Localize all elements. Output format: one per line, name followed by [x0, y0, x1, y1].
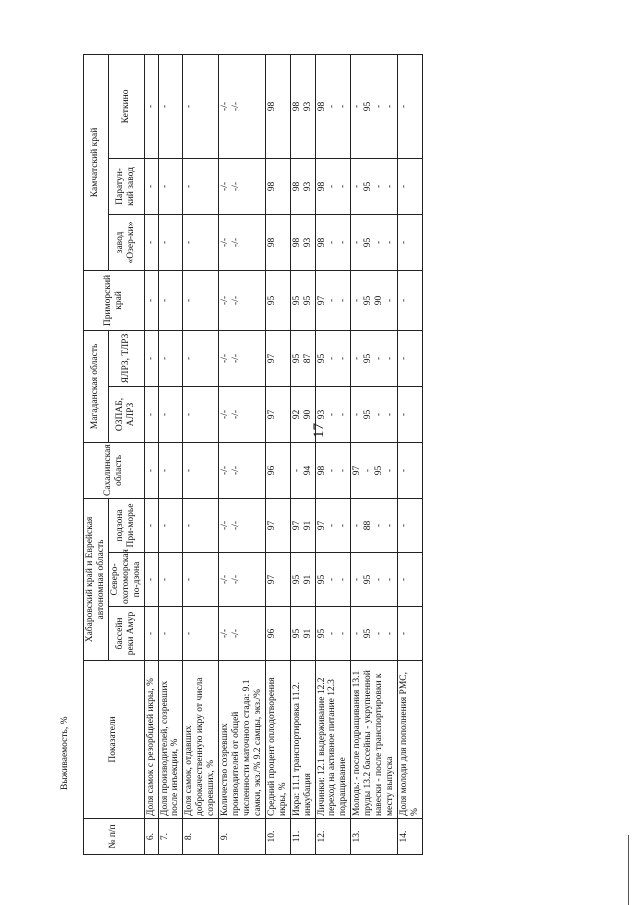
row-value-cell: -: [183, 158, 219, 214]
row-number: 11.: [290, 819, 315, 855]
row-value-cell: 97 - -: [315, 498, 351, 552]
row-value-cell: 95 - -: [315, 607, 351, 661]
row-value-cell: 97 91: [290, 498, 315, 552]
header-num: № п/п: [84, 819, 145, 855]
rotated-table-container: [83, 55, 578, 855]
row-value-cell: -: [397, 270, 422, 330]
row-value-cell: 98: [265, 54, 290, 158]
row-value-cell: -: [397, 607, 422, 661]
row-value-cell: 98 93: [290, 214, 315, 270]
row-value-cell: - 95 90 -: [351, 270, 398, 330]
subheader-amur: бассейн реки Амур: [108, 607, 144, 661]
row-label: Средний процент оплодотворения икры, %: [265, 661, 290, 819]
row-value-cell: - 95 - -: [351, 54, 398, 158]
table-row: [183, 54, 219, 854]
page-number: 17: [311, 423, 327, 438]
row-value-cell: -/- -/-: [219, 330, 266, 386]
table-row: [315, 54, 351, 854]
row-number: 14.: [397, 819, 422, 855]
row-label: Личинки: 12.1 выдерживание 12.2 переход на активное питание 12.3 подращивание: [315, 661, 351, 819]
row-label: Количество созревших производителей от общей численности маточного стада: 9.1 самки, экз./% 9.2 самцы, экз./%: [219, 661, 266, 819]
row-value-cell: -: [158, 54, 183, 158]
row-value-cell: 95: [265, 270, 290, 330]
row-value-cell: 97: [265, 330, 290, 386]
row-value-cell: -: [144, 158, 158, 214]
header-group-sakhalin: Сахалинская область: [84, 442, 145, 498]
row-value-cell: - 95 - -: [351, 553, 398, 607]
margin-line: [628, 835, 629, 905]
row-number: 13.: [351, 819, 398, 855]
row-value-cell: -: [397, 386, 422, 442]
row-label: Доля самок с резорбцией икры, %: [144, 661, 158, 819]
row-value-cell: -/- -/-: [219, 386, 266, 442]
row-number: 12.: [315, 819, 351, 855]
row-value-cell: -: [158, 553, 183, 607]
row-value-cell: 96: [265, 442, 290, 498]
table-body: [144, 54, 422, 854]
row-value-cell: -: [397, 553, 422, 607]
subheader-ylrz: ЯЛРЗ, ТЛРЗ: [108, 330, 144, 386]
row-label: Доля самок, отдавших доброкачественную икру от числа созревших, %: [183, 661, 219, 819]
row-value-cell: -: [158, 498, 183, 552]
row-label: Молодь: - после подращивания 13.1 пруды 13.2 бассейны - укрупненной навески - после транспортировки к месту выпуска: [351, 661, 398, 819]
row-label: Доля производителей, созревших после инъекции, %: [158, 661, 183, 819]
row-value-cell: -: [144, 214, 158, 270]
row-value-cell: 92 90: [290, 386, 315, 442]
header-group-khabarovsk: Хабаровский край и Еврейская автономная область: [84, 498, 109, 660]
row-value-cell: -: [183, 270, 219, 330]
row-value-cell: 98: [265, 158, 290, 214]
row-value-cell: - 95 - -: [351, 607, 398, 661]
table-row: [158, 54, 183, 854]
row-value-cell: -: [397, 54, 422, 158]
row-value-cell: 95 - -: [315, 330, 351, 386]
row-number: 10.: [265, 819, 290, 855]
hatchery-indicators-table: [83, 54, 423, 855]
table-row: [397, 54, 422, 854]
row-value-cell: - 95 - -: [351, 330, 398, 386]
row-value-cell: -: [397, 442, 422, 498]
header-indicator: Показатели: [84, 661, 145, 819]
row-value-cell: -: [397, 330, 422, 386]
row-value-cell: -: [158, 270, 183, 330]
row-value-cell: -: [144, 330, 158, 386]
row-number: 9.: [219, 819, 266, 855]
row-value-cell: -: [397, 214, 422, 270]
row-value-cell: 98 - -: [315, 54, 351, 158]
row-value-cell: -/- -/-: [219, 54, 266, 158]
row-value-cell: 98 - -: [315, 158, 351, 214]
row-value-cell: 97: [265, 498, 290, 552]
row-value-cell: -: [158, 330, 183, 386]
row-value-cell: - 95 - -: [351, 214, 398, 270]
row-number: 6.: [144, 819, 158, 855]
row-value-cell: -/- -/-: [219, 498, 266, 552]
row-value-cell: - 95 - -: [351, 386, 398, 442]
table-row: [351, 54, 398, 854]
header-group-kamchatka: Камчатский край: [84, 54, 109, 270]
row-value-cell: 95 91: [290, 553, 315, 607]
row-value-cell: -/- -/-: [219, 270, 266, 330]
row-value-cell: 97: [265, 386, 290, 442]
row-value-cell: -/- -/-: [219, 158, 266, 214]
side-note-survival: Выживаемость, %: [60, 716, 70, 790]
row-value-cell: - 88 - -: [351, 498, 398, 552]
row-number: 8.: [183, 819, 219, 855]
row-value-cell: -/- -/-: [219, 442, 266, 498]
row-value-cell: 97 - -: [315, 270, 351, 330]
row-value-cell: -: [158, 158, 183, 214]
row-value-cell: -: [183, 386, 219, 442]
row-value-cell: -: [144, 607, 158, 661]
row-value-cell: 96: [265, 607, 290, 661]
row-value-cell: -: [144, 553, 158, 607]
row-value-cell: -/- -/-: [219, 607, 266, 661]
row-label: Доля молоди для пополнения РМС, %: [397, 661, 422, 819]
row-value-cell: 95 91: [290, 607, 315, 661]
row-value-cell: -: [144, 498, 158, 552]
table-row: [290, 54, 315, 854]
row-value-cell: 98 93: [290, 158, 315, 214]
row-value-cell: 97 - 95 -: [351, 442, 398, 498]
row-value-cell: -: [144, 54, 158, 158]
row-value-cell: -: [183, 330, 219, 386]
row-value-cell: -: [183, 607, 219, 661]
row-value-cell: 98 93: [290, 54, 315, 158]
row-value-cell: 95 95: [290, 270, 315, 330]
row-value-cell: -: [183, 442, 219, 498]
row-value-cell: -: [158, 214, 183, 270]
row-value-cell: -: [144, 270, 158, 330]
row-number: 7.: [158, 819, 183, 855]
row-value-cell: -: [183, 498, 219, 552]
header-group-primorye: Приморский край: [84, 270, 145, 330]
row-value-cell: 95 87: [290, 330, 315, 386]
row-value-cell: -: [158, 386, 183, 442]
subheader-ozerki: завод «Озер-ки»: [108, 214, 144, 270]
row-value-cell: -: [183, 214, 219, 270]
row-value-cell: -: [183, 54, 219, 158]
row-value-cell: -: [144, 442, 158, 498]
row-value-cell: -: [144, 386, 158, 442]
row-value-cell: 98 - -: [315, 442, 351, 498]
row-value-cell: - 95 - -: [351, 158, 398, 214]
row-value-cell: -: [397, 498, 422, 552]
row-value-cell: -: [158, 442, 183, 498]
row-value-cell: 97: [265, 553, 290, 607]
subheader-primorye-subzone: подзона При-морье: [108, 498, 144, 552]
row-value-cell: 98 - -: [315, 214, 351, 270]
subheader-ozpab: ОЗПАБ, АЛРЗ: [108, 386, 144, 442]
header-group-magadan: Магаданская область: [84, 330, 109, 442]
table-row: [144, 54, 158, 854]
subheader-ketkino: Кеткино: [108, 54, 144, 158]
row-value-cell: 93 - -: [315, 386, 351, 442]
row-value-cell: - 94: [290, 442, 315, 498]
table-row: [219, 54, 266, 854]
subheader-north-okhotsk: Северо-охотоморская по-дзона: [108, 553, 144, 607]
row-value-cell: 95 - -: [315, 553, 351, 607]
row-value-cell: -/- -/-: [219, 214, 266, 270]
row-value-cell: -/- -/-: [219, 553, 266, 607]
row-value-cell: -: [397, 158, 422, 214]
row-label: Икра: 11.1 транспортировка 11.2. инкубация: [290, 661, 315, 819]
table-row: [265, 54, 290, 854]
row-value-cell: -: [158, 607, 183, 661]
row-value-cell: -: [183, 553, 219, 607]
subheader-paratunka: Паратун-кий завод: [108, 158, 144, 214]
row-value-cell: 98: [265, 214, 290, 270]
